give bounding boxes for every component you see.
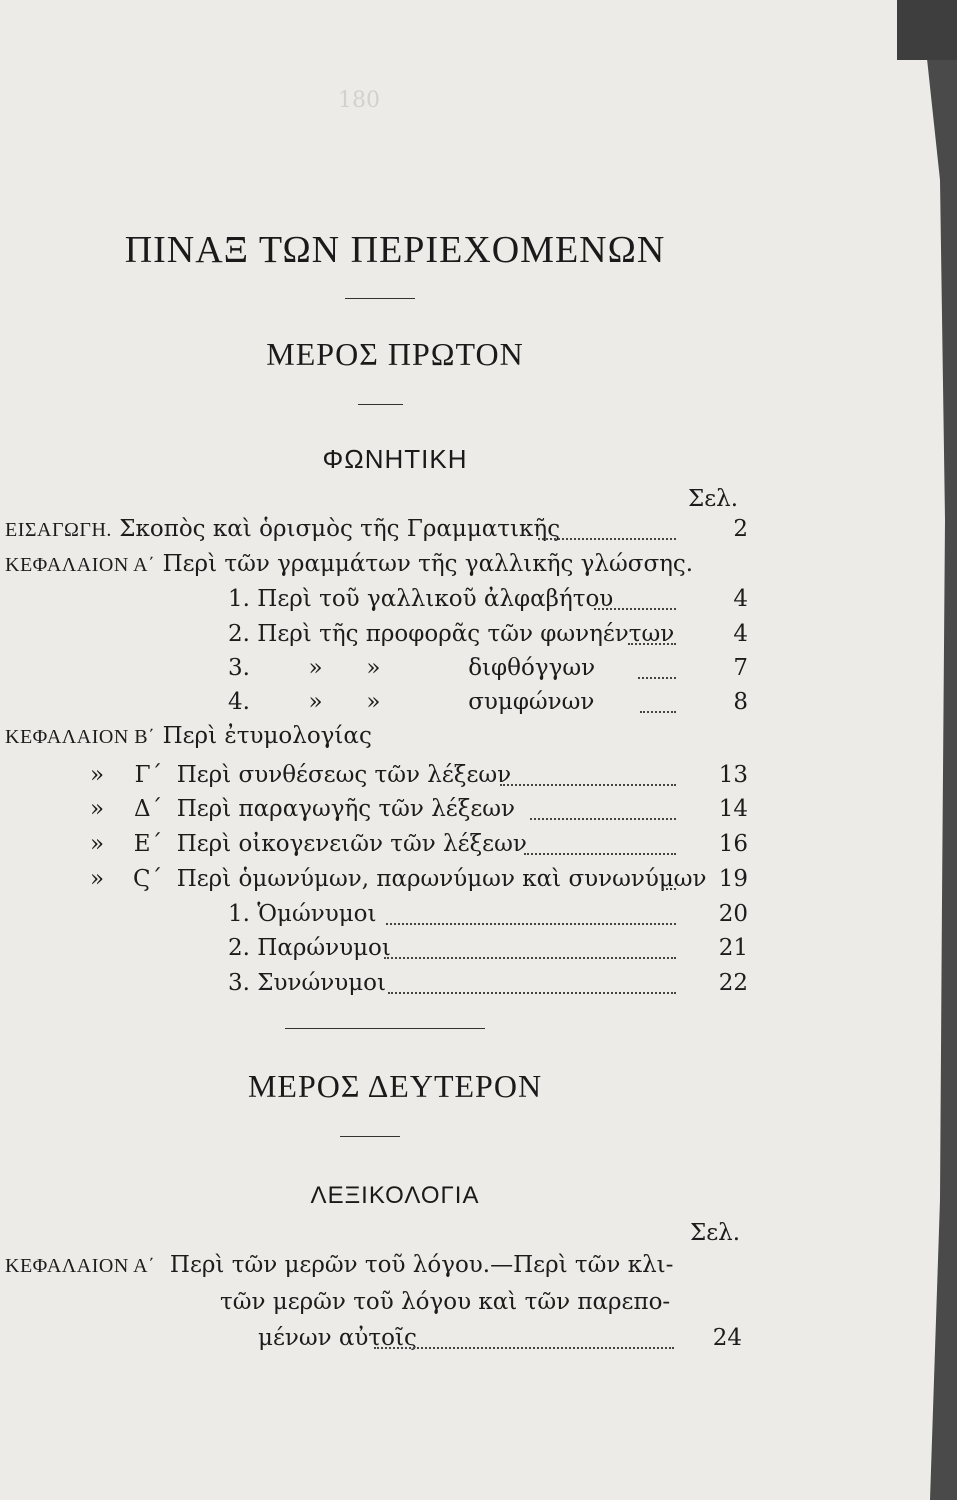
entry-label: 2. xyxy=(228,935,250,961)
entry-page: 16 xyxy=(718,831,748,857)
entry-page: 8 xyxy=(733,689,748,715)
toc-entry xyxy=(5,723,372,749)
entry-page: 20 xyxy=(718,901,748,927)
toc-entry xyxy=(228,586,613,612)
entry-mark: Γ΄ xyxy=(134,762,163,788)
entry-page: 21 xyxy=(718,935,748,961)
page-column-label: Σελ. xyxy=(688,486,739,512)
entry-page: 24 xyxy=(712,1325,742,1351)
leader-dots xyxy=(374,1347,674,1349)
entry-mark: Ε΄ xyxy=(133,831,163,857)
entry-page: 14 xyxy=(718,796,748,822)
entry-page: 13 xyxy=(718,762,748,788)
page-column-label: Σελ. xyxy=(690,1220,741,1246)
entry-text-line3: μένων αὐτοῖς xyxy=(258,1325,417,1351)
entry-label: 2. xyxy=(228,621,250,647)
leader-dots xyxy=(530,818,676,820)
part2-section: ΛΕΞΙΚΟΛΟΓΙΑ xyxy=(310,1182,480,1209)
toc-title: ΠΙΝΑΞ ΤΩΝ ΠΕΡΙΕΧΟΜΕΝΩΝ xyxy=(124,229,666,271)
toc-entry xyxy=(90,831,527,857)
part2-heading: ΜΕΡΟΣ ΔΕΥΤΕΡΟΝ xyxy=(247,1068,543,1104)
entry-page: 4 xyxy=(733,586,748,612)
divider xyxy=(345,298,415,299)
entry-page: 19 xyxy=(718,866,748,892)
entry-text: Περὶ ὁμωνύμων, παρωνύμων καὶ συνωνύμων xyxy=(176,866,707,892)
entry-label: ΚΕΦΑΛΑΙΟΝ Α΄ xyxy=(5,554,156,576)
divider xyxy=(340,1136,400,1137)
entry-label: 4. xyxy=(228,689,250,715)
entry-label: » xyxy=(90,762,105,788)
entry-label: 1. xyxy=(228,901,250,927)
entry-label: ΕΙΣΑΓΩΓΗ. xyxy=(5,519,112,541)
entry-text: Περὶ ἐτυμολογίας xyxy=(162,723,372,749)
entry-text: Περὶ παραγωγῆς τῶν λέξεων xyxy=(176,796,516,822)
leader-dots xyxy=(386,923,676,925)
leader-dots xyxy=(640,711,676,713)
entry-text: Συνώνυμοι xyxy=(257,970,387,996)
entry-label: » xyxy=(90,831,105,857)
toc-entry xyxy=(5,1252,673,1278)
entry-text: » » συμφώνων xyxy=(308,689,595,715)
toc-entry xyxy=(228,901,377,927)
leader-dots xyxy=(538,538,676,540)
entry-page: 22 xyxy=(718,970,748,996)
entry-mark: Δ΄ xyxy=(133,796,163,822)
entry-label: » xyxy=(90,796,105,822)
entry-page: 4 xyxy=(733,621,748,647)
toc-entry xyxy=(228,621,674,647)
leader-dots xyxy=(524,853,676,855)
toc-entry xyxy=(90,866,707,892)
entry-text: Περὶ οἰκογενειῶν τῶν λέξεων xyxy=(176,831,527,857)
toc-entry xyxy=(5,516,560,542)
page-corner xyxy=(897,0,957,60)
leader-dots xyxy=(594,608,676,610)
entry-page: 2 xyxy=(733,516,748,542)
part1-heading: ΜΕΡΟΣ ΠΡΩΤΟΝ xyxy=(266,336,524,372)
entry-label: 3. xyxy=(228,970,250,996)
entry-text: Περὶ τῆς προφορᾶς τῶν φωνηέντων xyxy=(257,621,675,647)
entry-text: » » διφθόγγων xyxy=(308,655,596,681)
leader-dots xyxy=(662,888,676,890)
section-divider xyxy=(285,1028,485,1029)
entry-page: 7 xyxy=(733,655,748,681)
leader-dots xyxy=(628,643,676,645)
toc-entry xyxy=(228,935,391,961)
leader-dots xyxy=(500,784,676,786)
toc-entry xyxy=(228,970,386,996)
toc-entry xyxy=(90,796,515,822)
entry-text-line1: Περὶ τῶν μερῶν τοῦ λόγου.—Περὶ τῶν κλι- xyxy=(169,1252,674,1278)
entry-text: Περὶ τοῦ γαλλικοῦ ἀλφαβήτου xyxy=(257,586,614,612)
entry-text-line2: τῶν μερῶν τοῦ λόγου καὶ τῶν παρεπο- xyxy=(220,1289,671,1315)
entry-text: Ὁμώνυμοι xyxy=(257,901,377,927)
toc-entry xyxy=(5,551,693,577)
divider xyxy=(358,404,403,405)
entry-text: Περὶ τῶν γραμμάτων τῆς γαλλικῆς γλώσσης. xyxy=(162,551,694,577)
entry-text: Περὶ συνθέσεως τῶν λέξεων xyxy=(176,762,512,788)
leader-dots xyxy=(638,677,676,679)
entry-label: » xyxy=(90,866,105,892)
entry-mark: Ϛ΄ xyxy=(132,866,163,892)
entry-label: 3. xyxy=(228,655,250,681)
part1-section: ΦΩΝΗΤΙΚΗ xyxy=(322,444,468,474)
toc-entry xyxy=(90,762,511,788)
entry-text: Σκοπὸς καὶ ὁρισμὸς τῆς Γραμματικῆς xyxy=(119,516,561,542)
entry-label: 1. xyxy=(228,586,250,612)
leader-dots xyxy=(388,992,676,994)
entry-text: Παρώνυμοι xyxy=(257,935,391,961)
leader-dots xyxy=(384,957,676,959)
entry-label: ΚΕΦΑΛΑΙΟΝ Β΄ xyxy=(5,726,156,748)
bleed-through-page-number: 180 xyxy=(338,88,380,113)
entry-label: ΚΕΦΑΛΑΙΟΝ Α΄ xyxy=(5,1255,156,1277)
